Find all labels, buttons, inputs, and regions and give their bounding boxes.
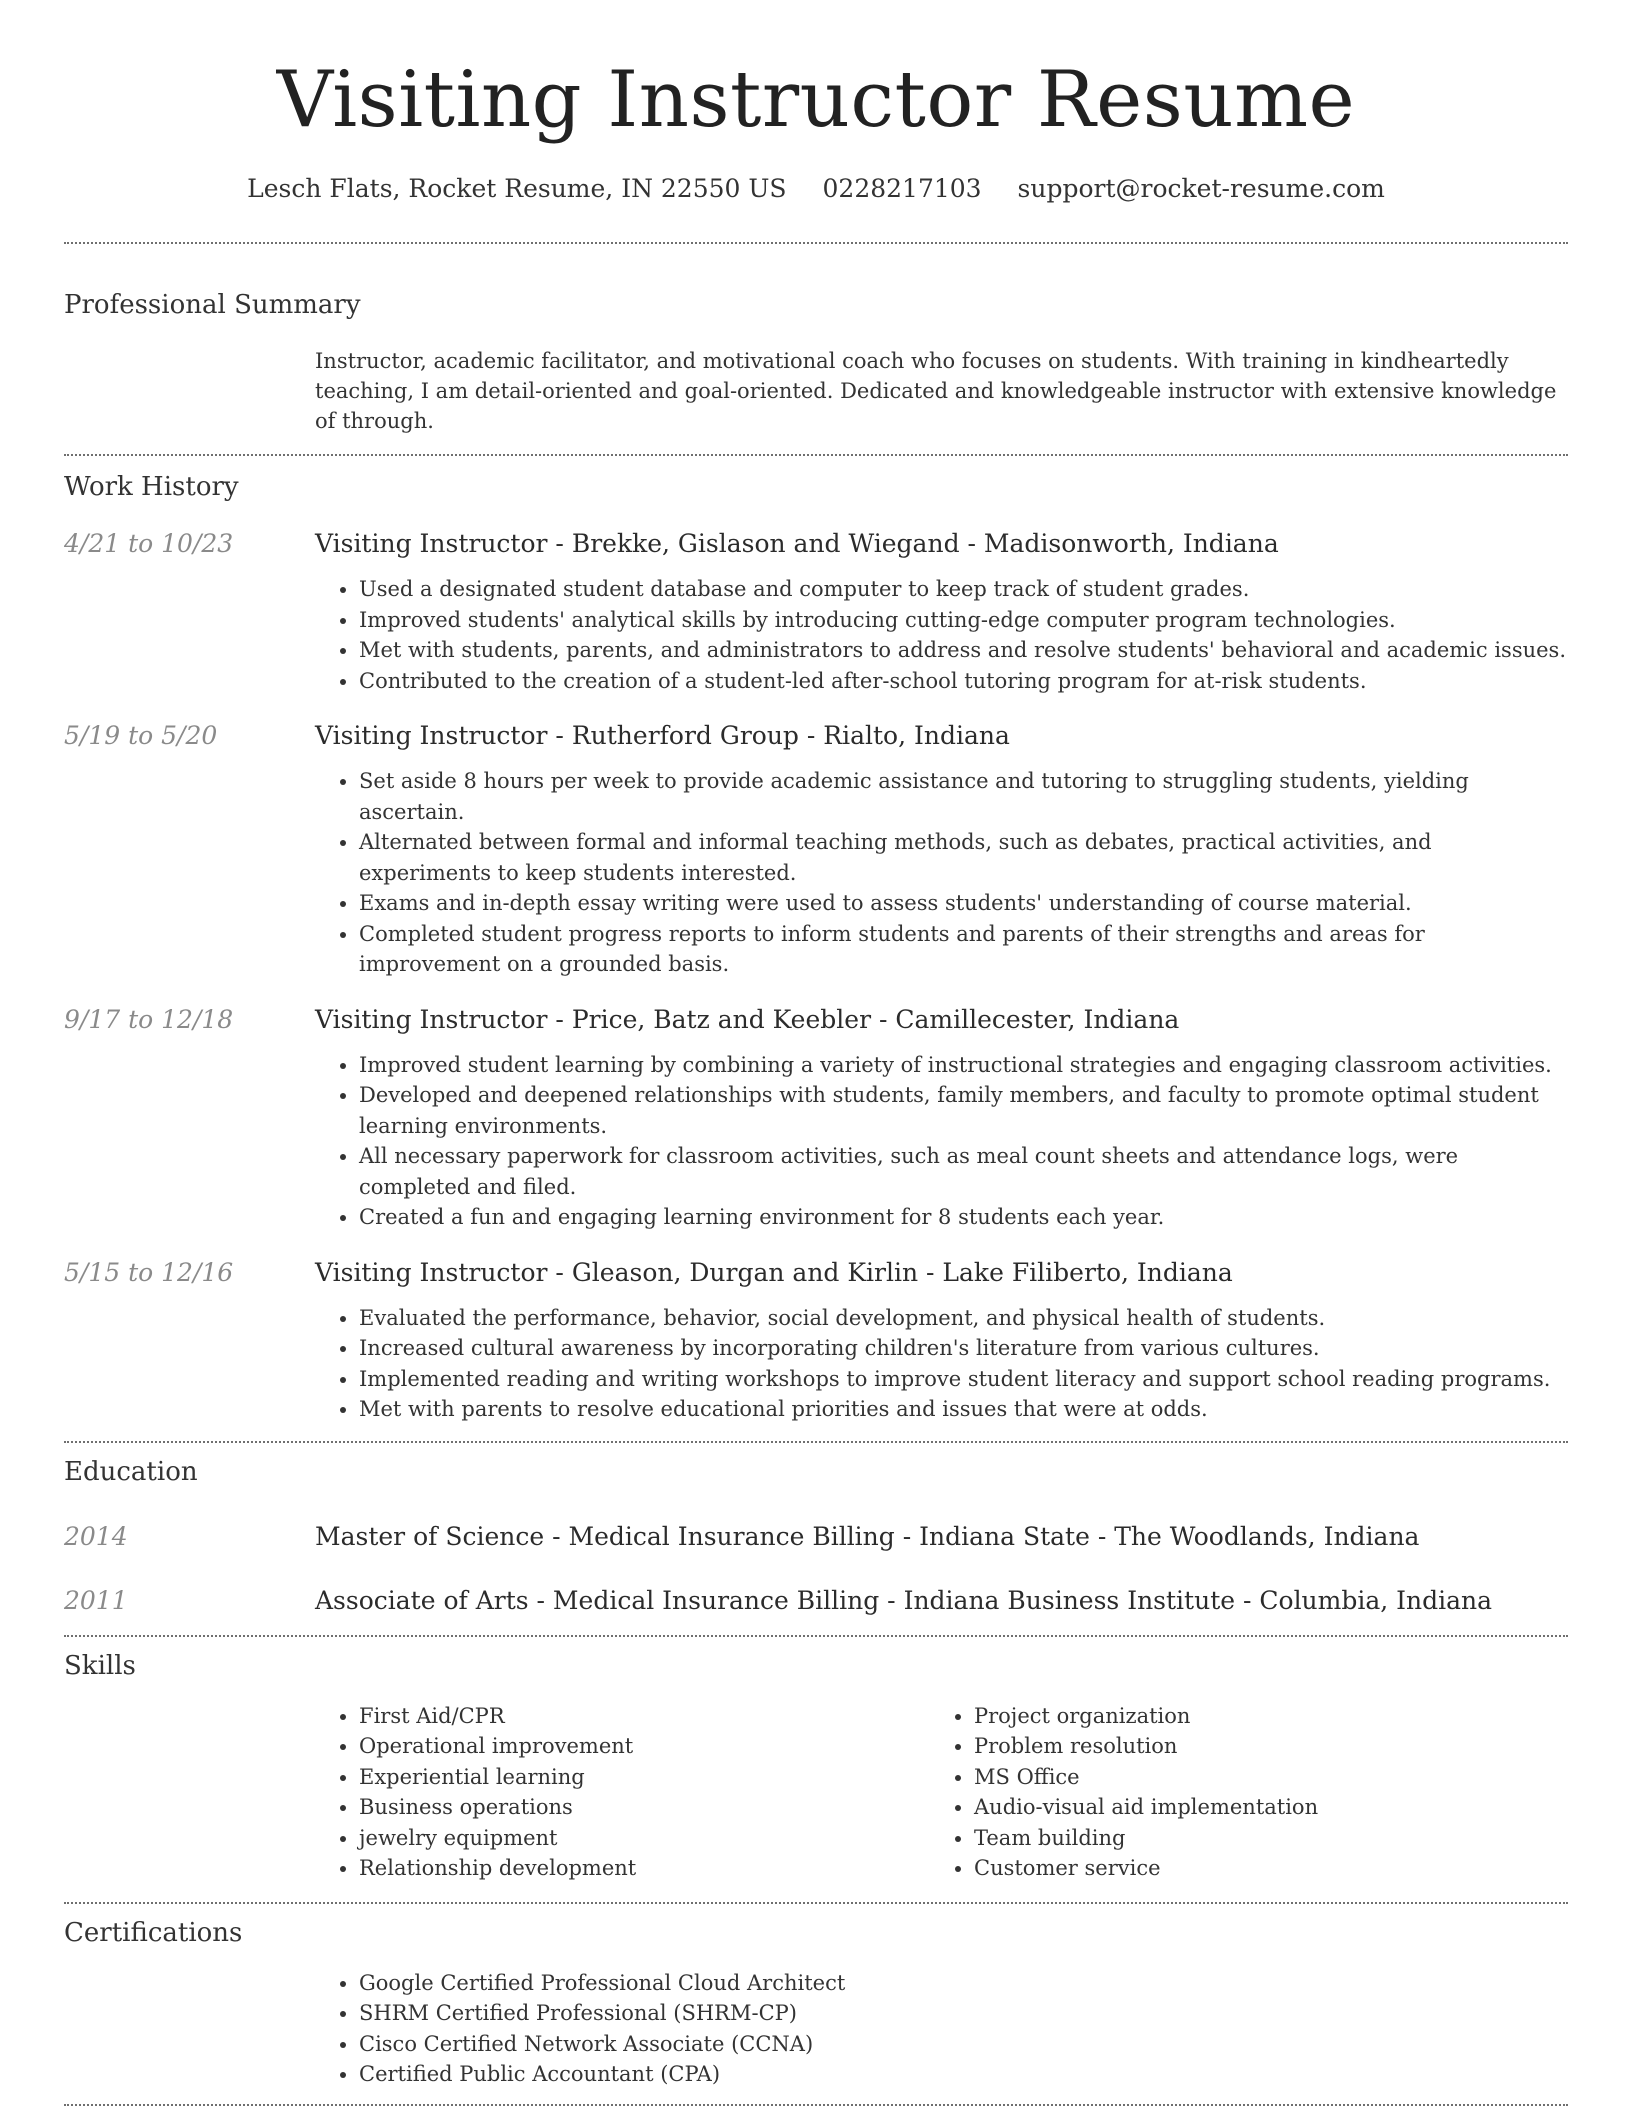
skills-list (930, 1701, 1545, 1884)
work-history-section (0, 456, 1632, 1441)
job-dates: 4/21 to 10/23 (64, 529, 234, 558)
section-divider (64, 2104, 1568, 2106)
skills-column-left (315, 1701, 930, 1884)
job-entry (64, 718, 1568, 980)
job-bullets (315, 1050, 1568, 1233)
job-bullet: • Completed student progress reports to inform students and parents of their strengths and areas for improvement on a grounded basis. (359, 919, 1568, 980)
summary-text: Instructor, academic facilitator, and motivational coach who focuses on students. With training in kindheartedly teaching, I am detail-oriented and goal-oriented. Dedicated and knowledgeable instructor with extensive knowledge of through. (315, 349, 1557, 433)
job-title: Visiting Instructor - Rutherford Group - Rialto, Indiana (315, 721, 1010, 750)
skills-column-right (930, 1701, 1545, 1884)
job-bullet: • All necessary paperwork for classroom activities, such as meal count sheets and attendance logs, were completed and filed. (359, 1141, 1568, 1202)
skills-list (315, 1701, 930, 1884)
skill-item: • Relationship development (359, 1853, 930, 1884)
section-heading: Education (64, 1456, 198, 1487)
job-bullets (315, 574, 1568, 696)
contact-email: support@rocket-resume.com (1017, 174, 1385, 203)
job-bullet: • Set aside 8 hours per week to provide academic assistance and tutoring to struggling students, yielding ascertain. (359, 766, 1568, 827)
contact-address: Lesch Flats, Rocket Resume, IN 22550 US (247, 174, 787, 203)
professional-summary-section (0, 244, 1632, 454)
certifications-section (0, 1904, 1632, 2104)
job-bullets (315, 766, 1568, 980)
skill-item: • Team building (974, 1823, 1545, 1854)
job-entry (64, 1255, 1568, 1425)
job-body (315, 718, 1568, 980)
education-year: 2014 (64, 1521, 128, 1551)
job-title: Visiting Instructor - Brekke, Gislason and Wiegand - Madisonworth, Indiana (315, 529, 1279, 558)
skill-item: • Problem resolution (974, 1731, 1545, 1762)
job-title: Visiting Instructor - Price, Batz and Keebler - Camillecester, Indiana (315, 1004, 1180, 1034)
job-body (315, 1002, 1568, 1233)
job-title: Visiting Instructor - Gleason, Durgan and Kirlin - Lake Filiberto, Indiana (315, 1257, 1233, 1287)
contact-phone: 0228217103 (822, 174, 982, 203)
section-heading: Certifications (64, 1917, 243, 1948)
education-degree: Associate of Arts - Medical Insurance Billing - Indiana Business Institute - Columbia, Indiana (315, 1585, 1493, 1615)
resume-title: Visiting Instructor Resume (276, 55, 1356, 145)
education-degree: Master of Science - Medical Insurance Billing - Indiana State - The Woodlands, Indiana (315, 1521, 1420, 1551)
section-heading: Work History (64, 472, 239, 502)
job-bullet: • Created a fun and engaging learning environment for 8 students each year. (359, 1202, 1568, 1233)
education-entry (64, 1519, 1568, 1555)
certification-item: • SHRM Certified Professional (SHRM-CP) (359, 1998, 1568, 2029)
job-bullet: • Increased cultural awareness by incorporating children's literature from various cultures. (359, 1333, 1568, 1364)
job-bullet: • Met with students, parents, and administrators to address and resolve students' behavioral and academic issues. (359, 635, 1568, 666)
skill-item: • Customer service (974, 1853, 1545, 1884)
job-entry (64, 526, 1568, 696)
skill-item: • First Aid/CPR (359, 1701, 930, 1732)
certification-item: • Certified Public Accountant (CPA) (359, 2059, 1568, 2090)
skill-item: • Operational improvement (359, 1731, 930, 1762)
job-bullet: • Evaluated the performance, behavior, social development, and physical health of students. (359, 1303, 1568, 1334)
skill-item: • Experiential learning (359, 1762, 930, 1793)
skill-item: • Audio-visual aid implementation (974, 1792, 1545, 1823)
job-body (315, 526, 1568, 696)
certification-item: • Cisco Certified Network Associate (CCNA) (359, 2029, 1568, 2060)
skill-item: • jewelry equipment (359, 1823, 930, 1854)
job-body (315, 1255, 1568, 1425)
job-entry (64, 1002, 1568, 1233)
resume-header (0, 0, 1632, 206)
job-bullet: • Met with parents to resolve educational priorities and issues that were at odds. (359, 1394, 1568, 1425)
education-section (0, 1443, 1632, 1635)
job-bullets (315, 1303, 1568, 1425)
certification-item: • Google Certified Professional Cloud Architect (359, 1968, 1568, 1999)
job-dates: 9/17 to 12/18 (64, 1004, 234, 1034)
skills-section (0, 1637, 1632, 1902)
section-heading: Professional Summary (64, 290, 361, 320)
job-dates: 5/15 to 12/16 (64, 1257, 234, 1287)
job-bullet: • Developed and deepened relationships with students, family members, and faculty to promote optimal student learning environments. (359, 1080, 1568, 1141)
skill-item: • Project organization (974, 1701, 1545, 1732)
job-bullet: • Improved student learning by combining a variety of instructional strategies and engaging classroom activities. (359, 1050, 1568, 1081)
skill-item: • MS Office (974, 1762, 1545, 1793)
section-heading: Skills (64, 1650, 136, 1681)
skill-item: • Business operations (359, 1792, 930, 1823)
skills-columns (315, 1701, 1568, 1884)
contact-line (0, 172, 1632, 206)
job-bullet: • Used a designated student database and computer to keep track of student grades. (359, 574, 1568, 605)
job-bullet: • Contributed to the creation of a student-led after-school tutoring program for at-risk students. (359, 666, 1568, 697)
job-bullet: • Improved students' analytical skills by introducing cutting-edge computer program technologies. (359, 605, 1568, 636)
education-entry (64, 1583, 1568, 1619)
job-bullet: • Implemented reading and writing workshops to improve student literacy and support school reading programs. (359, 1364, 1568, 1395)
job-dates: 5/19 to 5/20 (64, 721, 218, 750)
certifications-list (315, 1968, 1568, 2090)
job-bullet: • Exams and in-depth essay writing were used to assess students' understanding of course material. (359, 888, 1568, 919)
job-bullet: • Alternated between formal and informal teaching methods, such as debates, practical activities, and experiments to keep students interested. (359, 827, 1568, 888)
education-year: 2011 (64, 1585, 128, 1615)
